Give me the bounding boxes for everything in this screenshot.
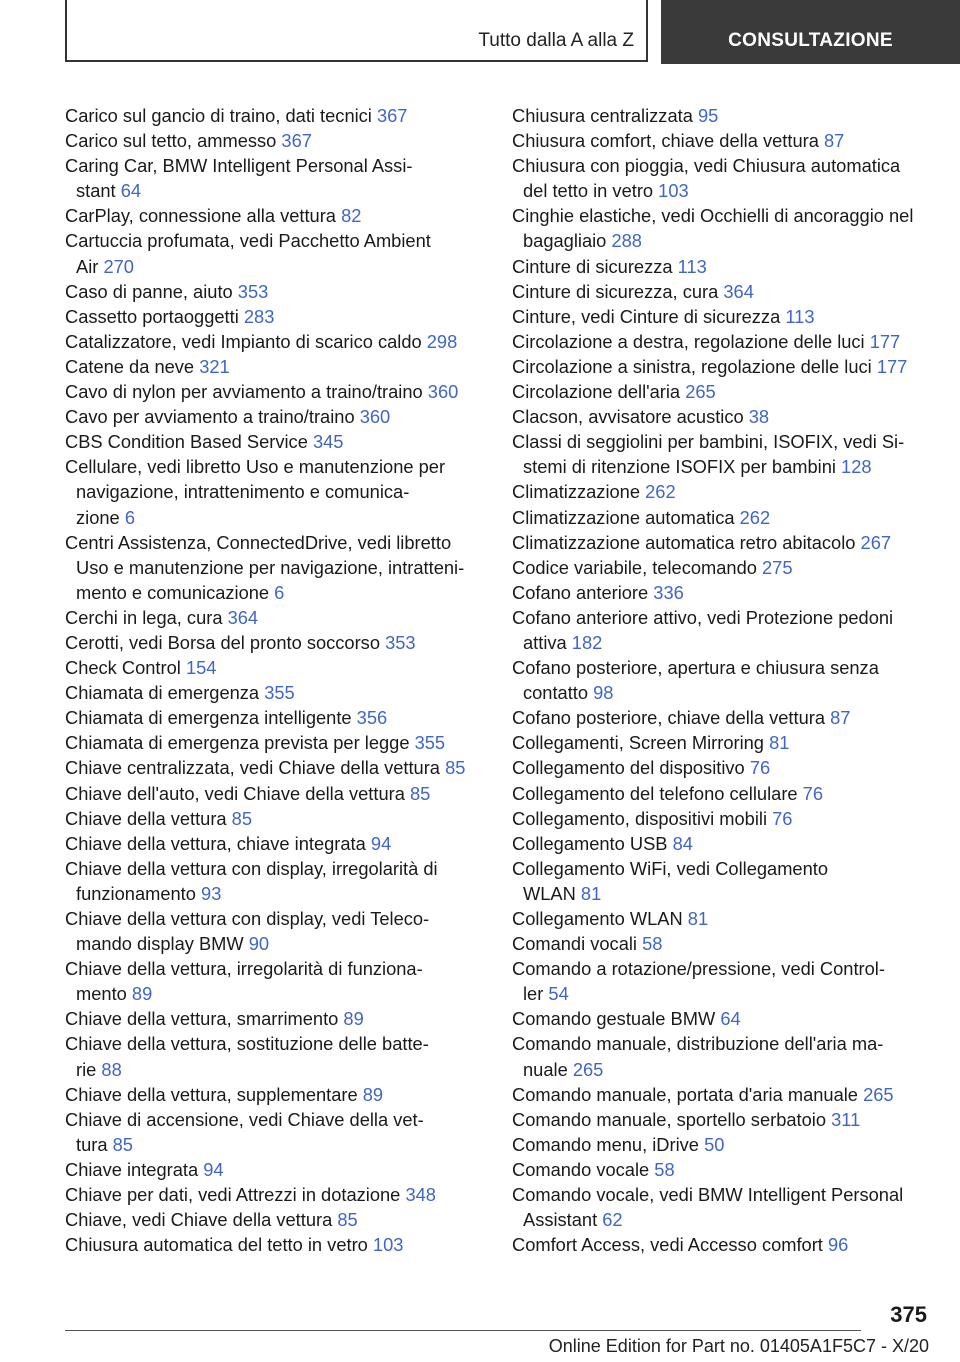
index-entry — [512, 354, 942, 379]
index-entry-text: navigazione, intrattenimento e comunica- — [76, 481, 410, 503]
page-reference-link[interactable]: 128 — [841, 456, 872, 478]
page-reference-link[interactable]: 336 — [653, 581, 684, 603]
index-entry-text: CBS Condition Based Service — [65, 431, 308, 453]
page-reference-link[interactable]: 367 — [281, 130, 312, 152]
page-reference-link[interactable]: 348 — [405, 1184, 436, 1206]
index-entry — [65, 530, 485, 605]
page-reference-link[interactable]: 38 — [748, 406, 770, 428]
index-entry-text: Comandi vocali — [512, 933, 637, 955]
index-entry-text: Circolazione a sinistra, regolazione delle luci — [512, 355, 872, 377]
page-reference-link[interactable]: 265 — [685, 381, 716, 403]
index-entry-text: Clacson, avvisatore acustico — [512, 406, 744, 428]
index-entry-text: Assistant — [523, 1209, 598, 1231]
page-reference-link[interactable]: 58 — [642, 933, 663, 955]
index-entry — [512, 1182, 942, 1232]
index-entry — [65, 831, 485, 856]
index-entry-text: Collegamento WiFi, vedi Collegamento — [512, 857, 829, 879]
index-entry-text: contatto — [523, 682, 589, 704]
index-entry-text: Cerchi in lega, cura — [65, 606, 223, 628]
page-reference-link[interactable]: 177 — [876, 355, 908, 377]
index-entry — [512, 379, 942, 404]
index-entry — [65, 906, 485, 956]
index-entry — [65, 605, 485, 630]
page-reference-link[interactable]: 58 — [654, 1158, 675, 1180]
index-entry-text: Cassetto portaoggetti — [65, 305, 239, 327]
index-entry-text: Collegamento del telefono cellulare — [512, 782, 798, 804]
index-entry — [65, 630, 485, 655]
page-reference-link[interactable]: 356 — [356, 707, 388, 729]
index-entry-text: stemi di ritenzione ISOFIX per bambini — [523, 456, 836, 478]
index-entry-text: Comando manuale, portata d'aria manuale — [512, 1083, 858, 1105]
index-entry — [512, 956, 942, 1006]
page-reference-link[interactable]: 321 — [199, 355, 230, 377]
index-entry-text: Cinture di sicurezza, cura — [512, 280, 719, 302]
index-entry — [512, 103, 942, 128]
index-entry-text: Codice variabile, telecomando — [512, 556, 757, 578]
index-entry — [512, 479, 942, 504]
page-reference-link[interactable]: 353 — [237, 280, 269, 302]
index-entry — [512, 1157, 942, 1182]
index-entry-text: funzionamento — [76, 882, 196, 904]
index-entry-text: WLAN — [523, 882, 576, 904]
page-reference-link[interactable]: 54 — [548, 983, 569, 1005]
page-reference-link[interactable]: 94 — [203, 1158, 224, 1180]
index-entry — [65, 1082, 485, 1107]
page-reference-link[interactable]: 355 — [264, 682, 295, 704]
index-entry-text: Chiave centralizzata, vedi Chiave della vettura — [65, 757, 440, 779]
index-entry-text: Collegamento, dispositivi mobili — [512, 807, 768, 829]
index-entry-text: Comando gestuale BMW — [512, 1008, 716, 1030]
index-entry — [512, 730, 942, 755]
page-reference-link[interactable]: 265 — [572, 1058, 604, 1080]
page-reference-link[interactable]: 62 — [602, 1209, 623, 1231]
index-entry-text: Chiave della vettura con display, irregolarità di — [65, 857, 438, 879]
index-entry — [65, 429, 485, 454]
header-chapter-tab — [661, 0, 960, 64]
page-reference-link[interactable]: 360 — [427, 381, 459, 403]
index-entry-text: attiva — [523, 631, 567, 653]
index-entry-text: Chiave, vedi Chiave della vettura — [65, 1209, 333, 1231]
index-entry-text: mento e comunicazione — [76, 581, 270, 603]
index-column-right — [512, 103, 942, 1257]
page-reference-link[interactable]: 76 — [802, 782, 824, 804]
page-reference-link[interactable]: 267 — [860, 531, 892, 553]
page-reference-link[interactable]: 81 — [769, 732, 790, 754]
page-reference-link[interactable]: 96 — [827, 1234, 849, 1256]
index-entry — [65, 705, 485, 730]
index-entry — [512, 279, 942, 304]
index-entry — [512, 429, 942, 479]
page-reference-link[interactable]: 87 — [823, 130, 845, 152]
index-entry-text: Circolazione dell'aria — [512, 381, 681, 403]
index-entry-text: Circolazione a destra, regolazione delle luci — [512, 330, 865, 352]
page-reference-link[interactable]: 177 — [869, 330, 901, 352]
page-reference-link[interactable]: 353 — [385, 631, 416, 653]
header-section-box — [65, 0, 648, 62]
index-entry-text: Centri Assistenza, ConnectedDrive, vedi libretto — [65, 531, 452, 553]
index-entry — [65, 128, 485, 153]
index-entry-text: zione — [76, 506, 120, 528]
page-reference-link[interactable]: 262 — [739, 506, 771, 528]
index-entry-text: Chiave della vettura, sostituzione delle batte- — [65, 1033, 429, 1055]
page-reference-link[interactable]: 84 — [672, 832, 693, 854]
index-entry-text: tura — [76, 1133, 108, 1155]
index-entry-text: Chiave della vettura con display, vedi Teleco- — [65, 908, 430, 929]
index-entry-text: Collegamento del dispositivo — [512, 757, 745, 779]
index-entry-text: Chiave dell'auto, vedi Chiave della vettura — [65, 782, 405, 804]
index-entry — [65, 379, 485, 404]
index-entry-text: Cavo di nylon per avviamento a traino/traino — [65, 381, 423, 403]
index-entry — [65, 730, 485, 755]
index-entry — [512, 128, 942, 153]
index-entry — [512, 906, 942, 931]
index-entry-text: Chiamata di emergenza intelligente — [65, 707, 352, 729]
index-entry-text: rie — [76, 1058, 97, 1080]
page-reference-link[interactable]: 89 — [131, 983, 153, 1005]
index-entry-text: Climatizzazione automatica retro abitacolo — [512, 531, 856, 553]
index-entry — [512, 1031, 942, 1081]
index-entry-text: mento — [76, 983, 127, 1005]
page-reference-link[interactable]: 265 — [863, 1083, 894, 1105]
page-reference-link[interactable]: 288 — [611, 230, 642, 252]
index-entry-text: Cofano anteriore attivo, vedi Protezione pedoni — [512, 606, 894, 628]
index-entry-text: Cofano anteriore — [512, 581, 649, 603]
index-entry — [512, 856, 942, 906]
index-entry — [65, 781, 485, 806]
index-entry — [512, 705, 942, 730]
footer-edition: Online Edition for Part no. 01405A1F5C7 - X/20 — [548, 1336, 929, 1356]
page-reference-link[interactable]: 85 — [231, 807, 253, 829]
index-entry-text: Cinture di sicurezza — [512, 255, 673, 277]
index-entry-text: Chiamata di emergenza — [65, 682, 260, 704]
index-entry — [65, 806, 485, 831]
page-reference-link[interactable]: 345 — [312, 431, 344, 453]
index-entry-text: Carico sul gancio di traino, dati tecnici — [65, 105, 372, 126]
page-reference-link[interactable]: 364 — [227, 606, 259, 628]
index-entry-text: Chiave della vettura, irregolarità di funziona- — [65, 958, 423, 980]
page-reference-link[interactable]: 113 — [677, 255, 707, 277]
index-entry-text: Catalizzatore, vedi Impianto di scarico caldo — [65, 330, 422, 352]
page-reference-link[interactable]: 50 — [704, 1133, 725, 1155]
index-entry-text: Comando a rotazione/pressione, vedi Control- — [512, 958, 885, 980]
page-reference-link[interactable]: 103 — [658, 180, 689, 202]
index-entry-text: Chiusura con pioggia, vedi Chiusura automatica — [512, 155, 901, 177]
index-entry — [512, 605, 942, 655]
index-entry-text: Uso e manutenzione per navigazione, intratteni- — [76, 556, 465, 578]
index-entry — [512, 655, 942, 705]
index-entry — [512, 530, 942, 555]
page-reference-link[interactable]: 298 — [426, 330, 458, 352]
index-entry — [512, 304, 942, 329]
index-entry-text: Chiave della vettura, smarrimento — [65, 1008, 339, 1030]
index-entry-text: Cinghie elastiche, vedi Occhielli di ancoraggio nel — [512, 205, 914, 227]
page-reference-link[interactable]: 89 — [362, 1083, 384, 1105]
page-reference-link[interactable]: 85 — [409, 782, 431, 804]
index-entry — [65, 680, 485, 705]
index-entry-text: Cinture, vedi Cinture di sicurezza — [512, 305, 781, 327]
header-section-title: Tutto dalla A alla Z — [478, 30, 634, 51]
page-reference-link[interactable]: 81 — [687, 908, 709, 929]
index-entry-text: ler — [523, 983, 544, 1005]
index-entry — [65, 1107, 485, 1157]
page-reference-link[interactable]: 81 — [580, 882, 602, 904]
index-entry — [65, 1157, 485, 1182]
index-entry — [65, 1232, 485, 1257]
index-entry — [65, 454, 485, 529]
page-reference-link[interactable]: 355 — [414, 732, 446, 754]
index-entry-text: del tetto in vetro — [523, 180, 654, 202]
index-entry — [512, 1107, 942, 1132]
index-entry-text: Comfort Access, vedi Accesso comfort — [512, 1234, 823, 1256]
index-entry-text: Classi di seggiolini per bambini, ISOFIX, vedi Si- — [512, 431, 905, 453]
index-entry — [65, 856, 485, 906]
page-reference-link[interactable]: 85 — [112, 1133, 133, 1155]
index-column-left — [65, 103, 485, 1257]
page-reference-link[interactable]: 360 — [359, 406, 391, 428]
index-entry-text: Comando manuale, sportello serbatoio — [512, 1108, 827, 1130]
index-entry — [65, 279, 485, 304]
index-entry — [65, 153, 485, 203]
page-reference-link[interactable]: 262 — [645, 481, 676, 503]
index-entry-text: Chiave integrata — [65, 1158, 199, 1180]
index-entry-text: Cofano posteriore, apertura e chiusura senza — [512, 657, 879, 679]
index-entry — [512, 329, 942, 354]
index-entry — [512, 755, 942, 780]
index-entry — [65, 1207, 485, 1232]
index-entry — [512, 153, 942, 203]
page-number: 375 — [890, 1302, 927, 1327]
index-entry-text: mando display BMW — [76, 933, 244, 955]
page-reference-link[interactable]: 76 — [772, 807, 793, 829]
index-entry-text: stant — [76, 180, 116, 202]
index-entry — [512, 831, 942, 856]
index-entry-text: Comando vocale — [512, 1158, 650, 1180]
index-entry — [65, 956, 485, 1006]
index-entry — [512, 1232, 942, 1257]
index-entry — [65, 203, 485, 228]
index-entry — [512, 254, 942, 279]
index-entry — [512, 580, 942, 605]
page-reference-link[interactable]: 182 — [571, 631, 603, 653]
page-reference-link[interactable]: 89 — [343, 1008, 364, 1030]
page-reference-link[interactable]: 98 — [593, 682, 614, 704]
index-entry-text: Catene da neve — [65, 355, 195, 377]
index-entry — [512, 1082, 942, 1107]
page-reference-link[interactable]: 6 — [124, 506, 135, 528]
page-reference-link[interactable]: 6 — [274, 581, 285, 603]
index-entry-text: Carico sul tetto, ammesso — [65, 130, 277, 152]
index-entry-text: Chiave di accensione, vedi Chiave della vet- — [65, 1108, 424, 1130]
page-reference-link[interactable]: 88 — [101, 1058, 122, 1080]
index-entry — [512, 931, 942, 956]
index-entry-text: Cartuccia profumata, vedi Pacchetto Ambient — [65, 230, 431, 252]
index-entry-text: Check Control — [65, 657, 181, 679]
index-entry-text: Chiusura centralizzata — [512, 105, 693, 126]
index-entry-text: Chiamata di emergenza prevista per legge — [65, 732, 410, 754]
index-entry-text: nuale — [523, 1058, 568, 1080]
page-reference-link[interactable]: 64 — [120, 180, 142, 202]
index-entry — [512, 203, 942, 253]
page-reference-link[interactable]: 283 — [243, 305, 275, 327]
index-entry-text: Chiusura automatica del tetto in vetro — [65, 1234, 368, 1256]
index-entry-text: Comando manuale, distribuzione dell'aria ma- — [512, 1033, 884, 1055]
index-entry-text: Chiave della vettura — [65, 807, 227, 829]
page-reference-link[interactable]: 82 — [341, 205, 362, 227]
index-entry — [512, 404, 942, 429]
index-entry — [65, 1182, 485, 1207]
index-entry-text: Cavo per avviamento a traino/traino — [65, 406, 355, 428]
page-reference-link[interactable]: 154 — [185, 657, 217, 679]
index-entry — [512, 806, 942, 831]
index-entry-text: Climatizzazione — [512, 481, 641, 503]
page-reference-link[interactable]: 95 — [697, 105, 719, 126]
index-entry-text: Chiusura comfort, chiave della vettura — [512, 130, 819, 152]
index-entry-text: Air — [76, 255, 99, 277]
index-entry — [65, 304, 485, 329]
index-entry-text: Collegamento WLAN — [512, 908, 683, 929]
index-entry — [512, 505, 942, 530]
index-entry-text: Climatizzazione automatica — [512, 506, 735, 528]
header-chapter-title: CONSULTAZIONE — [728, 30, 893, 51]
index-entry — [512, 1006, 942, 1031]
index-entry — [65, 655, 485, 680]
index-entry-text: Comando vocale, vedi BMW Intelligent Personal — [512, 1184, 904, 1206]
index-entry-text: Cellulare, vedi libretto Uso e manutenzione per — [65, 456, 446, 478]
index-entry-text: Collegamenti, Screen Mirroring — [512, 732, 764, 754]
page-reference-link[interactable]: 270 — [103, 255, 134, 277]
index-entry — [65, 329, 485, 354]
index-entry-text: Cerotti, vedi Borsa del pronto soccorso — [65, 631, 380, 653]
index-entry-text: Collegamento USB — [512, 832, 668, 854]
page-reference-link[interactable]: 364 — [723, 280, 754, 302]
page-reference-link[interactable]: 85 — [445, 757, 466, 779]
page-reference-link[interactable]: 76 — [749, 757, 771, 779]
index-entry — [65, 1006, 485, 1031]
index-entry — [65, 755, 485, 780]
page-reference-link[interactable]: 311 — [831, 1108, 861, 1130]
page-reference-link[interactable]: 103 — [372, 1234, 404, 1256]
index-entry-text: CarPlay, connessione alla vettura — [65, 205, 336, 227]
page-reference-link[interactable]: 90 — [248, 933, 270, 955]
index-entry-text: bagagliaio — [523, 230, 607, 252]
page-reference-link[interactable]: 113 — [785, 305, 815, 327]
page-reference-link[interactable]: 87 — [830, 707, 851, 729]
index-entry — [512, 1132, 942, 1157]
index-entry — [65, 354, 485, 379]
index-entry — [512, 555, 942, 580]
page-reference-link[interactable]: 367 — [376, 105, 408, 126]
index-entry-text: Chiave della vettura, supplementare — [65, 1083, 358, 1105]
page-reference-link[interactable]: 94 — [370, 832, 392, 854]
page-reference-link[interactable]: 275 — [762, 556, 793, 578]
page-reference-link[interactable]: 64 — [720, 1008, 741, 1030]
index-entry-text: Chiave della vettura, chiave integrata — [65, 832, 366, 854]
page-reference-link[interactable]: 93 — [201, 882, 222, 904]
index-entry — [65, 103, 485, 128]
index-entry-text: Caso di panne, aiuto — [65, 280, 233, 302]
index-entry-text: Comando menu, iDrive — [512, 1133, 699, 1155]
index-entry — [65, 228, 485, 278]
index-entry-text: Cofano posteriore, chiave della vettura — [512, 707, 825, 729]
index-entry — [65, 1031, 485, 1081]
index-entry-text: Chiave per dati, vedi Attrezzi in dotazione — [65, 1184, 401, 1206]
page-reference-link[interactable]: 85 — [337, 1209, 358, 1231]
index-entry — [65, 404, 485, 429]
index-entry — [512, 781, 942, 806]
index-entry-text: Caring Car, BMW Intelligent Personal Assi- — [65, 155, 413, 177]
footer-divider — [65, 1330, 861, 1331]
